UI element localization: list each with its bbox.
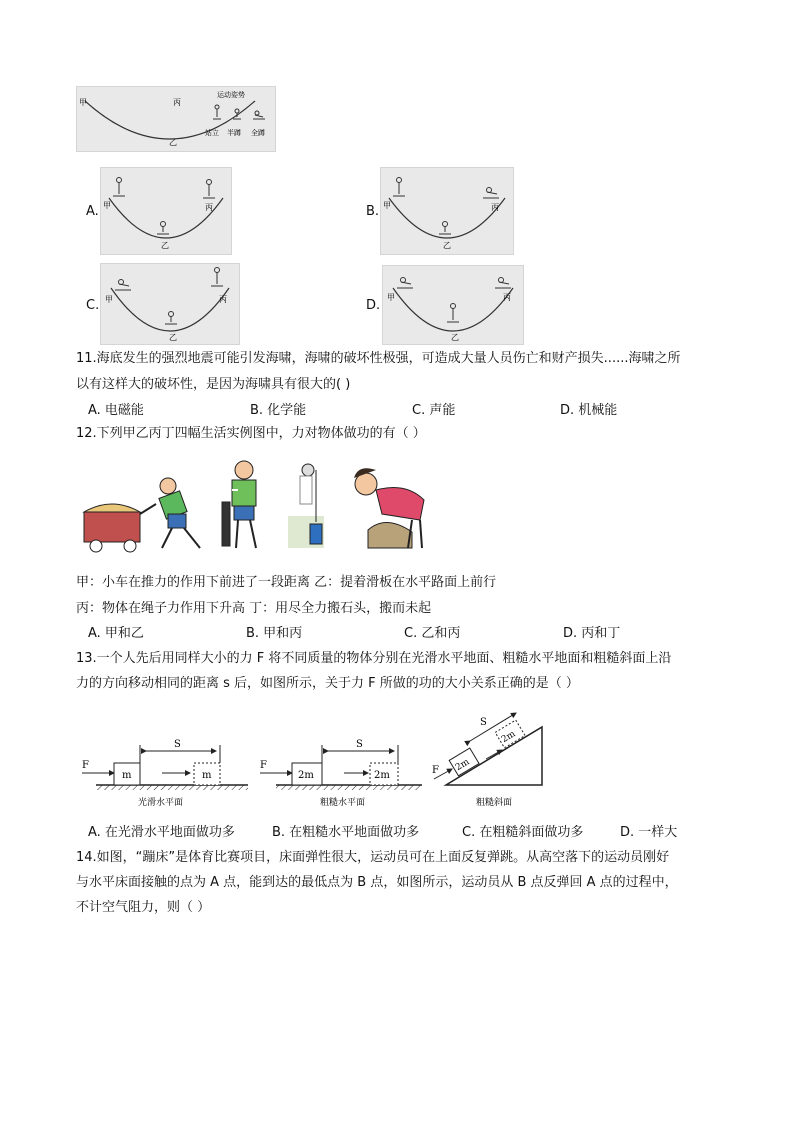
q11-stem-line2: 以有这样大的破坏性，是因为海啸具有很大的( ) (76, 377, 351, 392)
svg-text:F: F (260, 760, 267, 771)
svg-text:丙: 丙 (491, 203, 499, 212)
caption-rough: 粗糙水平面 (320, 798, 366, 808)
skateboard-figure (222, 461, 256, 548)
q10-option-c-figure[interactable] (100, 263, 240, 345)
q12-stem: 12.下列甲乙丙丁四幅生活实例图中，力对物体做功的有（ ） (76, 426, 426, 441)
svg-text:m: m (122, 770, 132, 781)
q12-desc-line1: 甲：小车在推力的作用下前进了一段距离 乙：提着滑板在水平路面上前行 (76, 575, 497, 590)
legend-title: 运动姿势 (217, 91, 245, 99)
svg-text:S: S (356, 739, 363, 750)
q11-option-c[interactable]: C. 声能 (412, 403, 456, 418)
label-yi: 乙 (169, 138, 177, 147)
svg-text:S: S (480, 717, 487, 728)
svg-text:甲: 甲 (387, 293, 395, 302)
cart-push-figure (84, 478, 200, 552)
q12-option-d[interactable]: D. 丙和丁 (563, 626, 621, 641)
rough-surface-figure (260, 739, 422, 790)
svg-text:F: F (432, 765, 439, 776)
q10-option-a-letter[interactable]: A. (86, 204, 99, 219)
skate-track-diagram (77, 87, 275, 151)
svg-text:2m: 2m (374, 770, 390, 781)
label-bing: 丙 (173, 98, 181, 107)
q11-option-b[interactable]: B. 化学能 (250, 403, 307, 418)
q12-option-a[interactable]: A. 甲和乙 (88, 626, 144, 641)
svg-text:2m: 2m (499, 729, 518, 746)
q10-option-b-letter[interactable]: B. (366, 204, 380, 219)
svg-text:S: S (174, 739, 181, 750)
q13-option-d[interactable]: D. 一样大 (620, 825, 678, 840)
q10-option-a-figure[interactable] (100, 167, 232, 255)
svg-text:F: F (82, 760, 89, 771)
lift-stone-figure (354, 468, 424, 548)
q13-option-b[interactable]: B. 在粗糙水平地面做功多 (272, 825, 420, 840)
q13-option-a[interactable]: A. 在光滑水平地面做功多 (88, 825, 235, 840)
svg-text:丙: 丙 (205, 203, 213, 212)
svg-text:丙: 丙 (219, 295, 227, 304)
q14-stem-line1: 14.如图，“蹦床”是体育比赛项目，床面弹性很大，运动员可在上面反复弹跳。从高空落下的运动员刚好 (76, 850, 670, 865)
legend-halfsquat: 半蹲 (227, 129, 241, 137)
q13-stem-line2: 力的方向移动相同的距离 s 后，如图所示，关于力 F 所做的功的大小关系正确的是（ ） (76, 676, 579, 691)
q11-option-d[interactable]: D. 机械能 (560, 403, 618, 418)
q10-option-b-figure[interactable] (380, 167, 514, 255)
rough-incline-figure (432, 713, 542, 785)
legend-fullsquat: 全蹲 (251, 129, 265, 137)
legend-stand: 站立 (205, 129, 219, 137)
svg-text:m: m (202, 770, 212, 781)
svg-text:甲: 甲 (383, 201, 391, 210)
svg-text:乙: 乙 (169, 333, 177, 342)
q12-illustration (76, 456, 436, 558)
q13-figures (76, 705, 556, 817)
q12-option-c[interactable]: C. 乙和丙 (404, 626, 461, 641)
q11-option-a[interactable]: A. 电磁能 (88, 403, 144, 418)
smooth-surface-figure (82, 739, 248, 790)
q11-stem-line1: 11.海底发生的强烈地震可能引发海啸，海啸的破坏性极强，可造成大量人员伤亡和财产损失......海啸之所 (76, 351, 681, 366)
pose-icons (213, 105, 265, 119)
svg-text:乙: 乙 (451, 333, 459, 342)
svg-text:乙: 乙 (161, 241, 169, 250)
svg-text:乙: 乙 (443, 241, 451, 250)
svg-text:甲: 甲 (103, 201, 111, 210)
q10-option-c-letter[interactable]: C. (86, 298, 100, 313)
svg-text:甲: 甲 (105, 295, 113, 304)
caption-incline: 粗糙斜面 (476, 798, 513, 808)
q10-option-d-letter[interactable]: D. (366, 298, 381, 313)
q10-reference-figure (76, 86, 276, 152)
pulley-figure (288, 464, 324, 548)
label-jia: 甲 (79, 98, 87, 107)
q13-option-c[interactable]: C. 在粗糙斜面做功多 (462, 825, 584, 840)
q14-stem-line3: 不计空气阻力，则（ ） (76, 900, 211, 915)
q14-stem-line2: 与水平床面接触的点为 A 点，能到达的最低点为 B 点，如图所示，运动员从 B 点反弹回 A 点的过程中， (76, 875, 678, 890)
svg-text:丙: 丙 (503, 293, 511, 302)
svg-text:2m: 2m (453, 757, 472, 774)
q12-desc-line2: 丙：物体在绳子力作用下升高 丁：用尽全力搬石头，搬而未起 (76, 601, 432, 616)
q13-stem-line1: 13.一个人先后用同样大小的力 F 将不同质量的物体分别在光滑水平地面、粗糙水平地面和粗糙斜面上沿 (76, 651, 672, 666)
q12-option-b[interactable]: B. 甲和丙 (246, 626, 303, 641)
caption-smooth: 光滑水平面 (138, 798, 184, 808)
q10-option-d-figure[interactable] (382, 265, 524, 345)
svg-text:2m: 2m (298, 770, 314, 781)
